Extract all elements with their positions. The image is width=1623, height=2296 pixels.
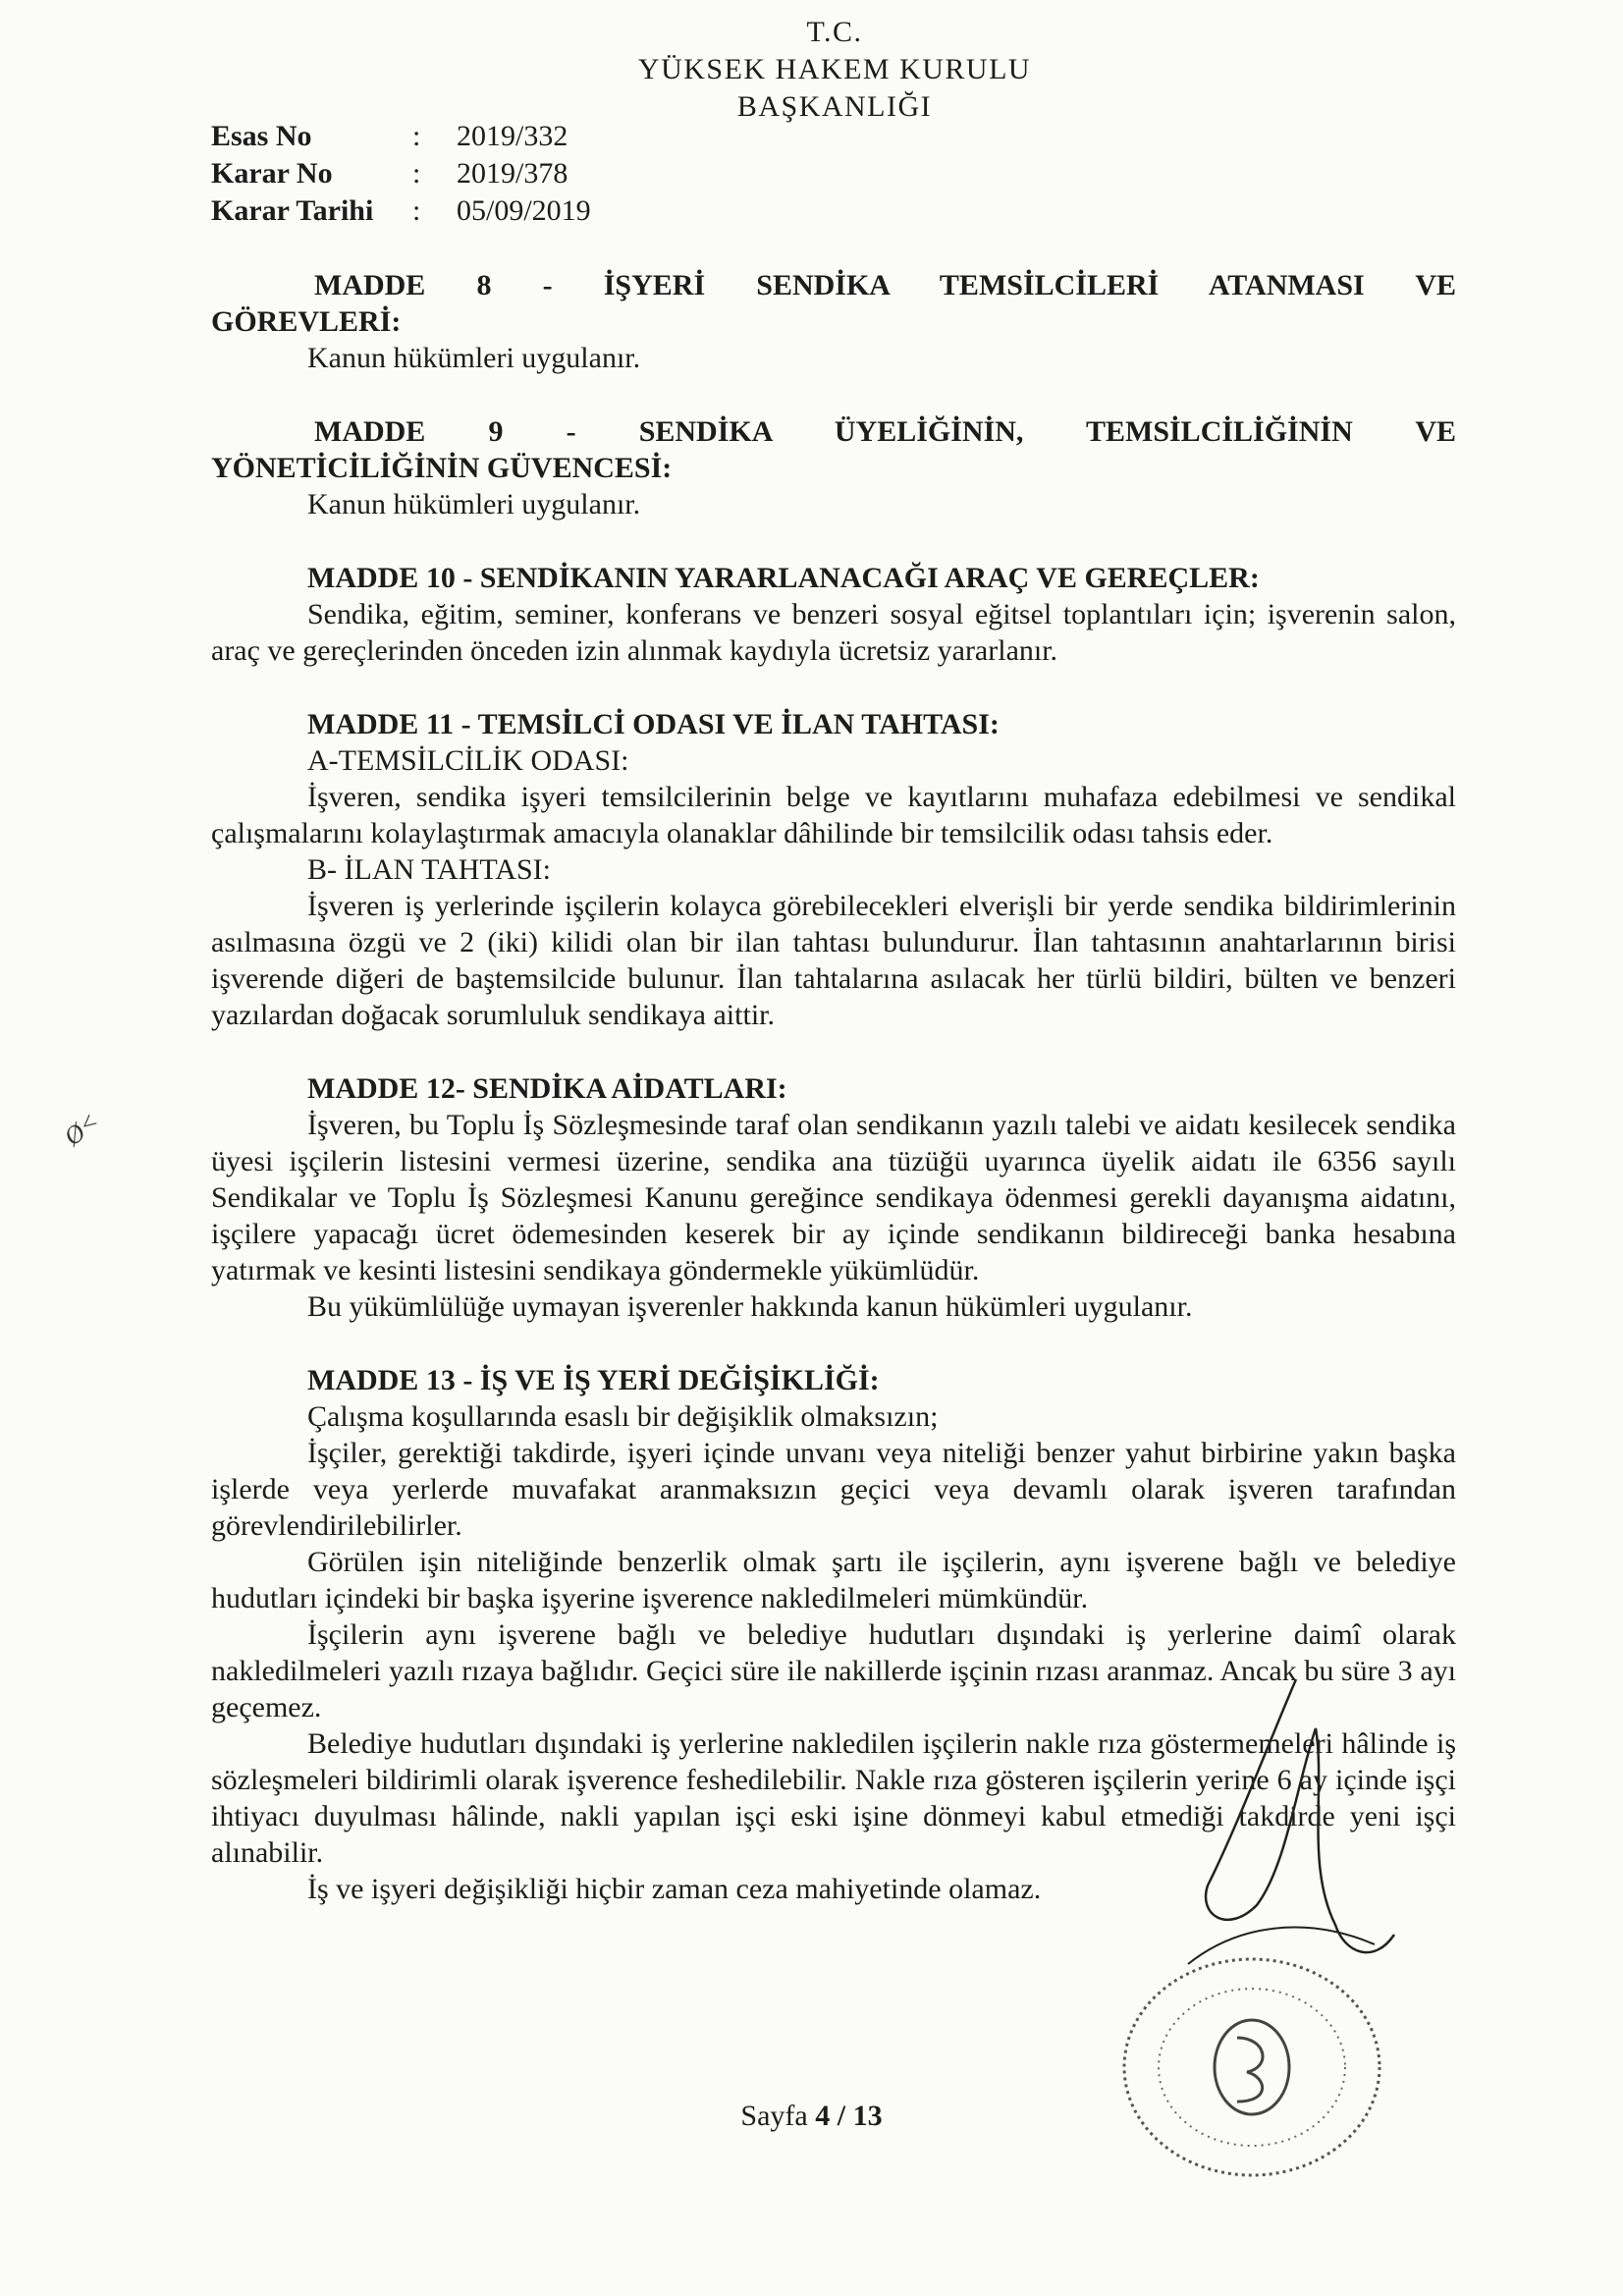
article-8 [211, 267, 1456, 376]
article-11 [211, 706, 1456, 1033]
paragraph: İşveren, bu Toplu İş Sözleşmesinde taraf olan sendikanın yazılı talebi ve aidatı kesilecek sendika üyesi işçilerin listesini vermesi üzerine, sendika ana tüzüğü uyarınca üyelik aidatı ile 6356 sayılı Sendikalar ve Toplu İş Sözleşmesi Kanunu gereğince sendikaya ödenmesi gerekli dayanışma aidatını, işçilere yapacağı ücret ödemesinden keserek bir ay içinde sendikanın bildireceği banka hesabına yatırmak ve kesinti listesini sendikaya göndermekle yükümlüdür. [211, 1109, 1456, 1286]
header-line-tc: T.C. [806, 16, 863, 48]
meta-label: Esas No [211, 120, 312, 152]
paragraph: İşçilerin aynı işverene bağlı ve belediye hudutları dışındaki iş yerlerine daimî olarak nakledilmeleri yazılı rızaya bağlıdır. Geçici süre ile nakillerde işçinin rızası aranmaz. Ancak bu süre 3 ayı geçemez. [211, 1618, 1456, 1723]
meta-colon: : [412, 120, 421, 152]
paragraph: İşveren, sendika işyeri temsilcilerinin belge ve kayıtlarını muhafaza edebilmesi ve sendikal çalışmalarını kolaylaştırmak amacıyla olanaklar dâhilinde bir temsilcilik odası tahsis eder. [211, 781, 1456, 849]
article-title-cont: GÖREVLERİ: [211, 305, 402, 338]
paragraph: Görülen işin niteliğinde benzerlik olmak şartı ile işçilerin, aynı işverene bağlı ve belediye hudutları içindeki bir başka işyerine işverence nakledilmeleri mümkündür. [211, 1546, 1456, 1614]
paragraph: Belediye hudutları dışındaki iş yerlerine nakledilen işçilerin nakle rıza göstermemeleri hâlinde iş sözleşmeleri bildirimli olarak işverence feshedilebilir. Nakle rıza gösteren işçilerin yerine 6 ay içinde işçi ihtiyacı duyulması hâlinde, nakli yapılan işçi eski işine dönmeyi kabul etmediği takdirde yeni işçi alınabilir. [211, 1727, 1456, 1869]
subheading-a: A-TEMSİLCİLİK ODASI: [307, 744, 629, 777]
paragraph: Kanun hükümleri uygulanır. [307, 488, 641, 520]
case-meta [211, 118, 591, 230]
meta-value: 2019/378 [457, 157, 568, 190]
meta-label: Karar Tarihi [211, 194, 374, 227]
article-title: MADDE 8 - İŞYERİ SENDİKA TEMSİLCİLERİ ATANMASI VE [314, 269, 1456, 301]
document-header [550, 14, 1119, 126]
meta-label: Karar No [211, 157, 333, 190]
subheading-b: B- İLAN TAHTASI: [307, 853, 551, 886]
paragraph: İş ve işyeri değişikliği hiçbir zaman ceza mahiyetinde olamaz. [307, 1873, 1042, 1905]
footer-prefix: Sayfa [740, 2100, 816, 2132]
article-title: MADDE 10 - SENDİKANIN YARARLANACAĞI ARAÇ VE GEREÇLER: [307, 562, 1260, 594]
article-title: MADDE 9 - SENDİKA ÜYELİĞİNİN, TEMSİLCİLİĞİNİN VE [314, 415, 1456, 448]
paragraph: İşçiler, gerektiği takdirde, işyeri içinde unvanı veya niteliği benzer yahut birbirine yakın başka işlerde veya yerlerde muvafakat aranmaksızın geçici veya devamlı olarak işveren tarafından görevlendirilebilirler. [211, 1437, 1456, 1542]
paragraph: Çalışma koşullarında esaslı bir değişiklik olmaksızın; [307, 1400, 939, 1433]
paragraph: Kanun hükümleri uygulanır. [307, 342, 641, 374]
paragraph: Bu yükümlülüğe uymayan işverenler hakkında kanun hükümleri uygulanır. [307, 1290, 1193, 1323]
handwritten-initials: Ø< [58, 1106, 105, 1152]
header-line-presidency: BAŞKANLIĞI [736, 90, 933, 123]
meta-colon: : [412, 157, 421, 190]
page-footer [0, 2100, 1623, 2133]
meta-value: 05/09/2019 [457, 194, 591, 227]
meta-row-esas [211, 118, 591, 155]
paragraph: Sendika, eğitim, seminer, konferans ve benzeri sosyal eğitsel toplantıları için; işverenin salon, araç ve gereçlerinden önceden izin alınmak kaydıyla ücretsiz yararlanır. [211, 598, 1456, 667]
article-12 [211, 1070, 1456, 1325]
article-title-cont: YÖNETİCİLİĞİNİN GÜVENCESİ: [211, 452, 673, 484]
page-number: 4 / 13 [815, 2100, 883, 2132]
article-title: MADDE 12- SENDİKA AİDATLARI: [307, 1072, 787, 1105]
meta-colon: : [412, 194, 421, 227]
header-line-institution: YÜKSEK HAKEM KURULU [637, 53, 1032, 85]
meta-value: 2019/332 [457, 120, 568, 152]
article-9 [211, 413, 1456, 522]
article-title: MADDE 13 - İŞ VE İŞ YERİ DEĞİŞİKLİĞİ: [307, 1364, 880, 1396]
article-10 [211, 560, 1456, 669]
rubber-stamp-seal [1109, 1944, 1394, 2190]
article-title: MADDE 11 - TEMSİLCİ ODASI VE İLAN TAHTASI: [307, 708, 1000, 740]
paragraph: İşveren iş yerlerinde işçilerin kolayca görebilecekleri elverişli bir yerde sendika bildirimlerinin asılmasına özgü ve 2 (iki) kilidi olan bir ilan tahtası bulundurur. İlan tahtasının anahtarlarının birisi işverende diğeri de baştemsilcide bulunur. İlan tahtalarına asılacak her türlü bildiri, bülten ve benzeri yazılardan doğacak sorumluluk sendikaya aittir. [211, 890, 1456, 1031]
meta-row-tarih [211, 192, 591, 230]
meta-row-karar [211, 155, 591, 192]
